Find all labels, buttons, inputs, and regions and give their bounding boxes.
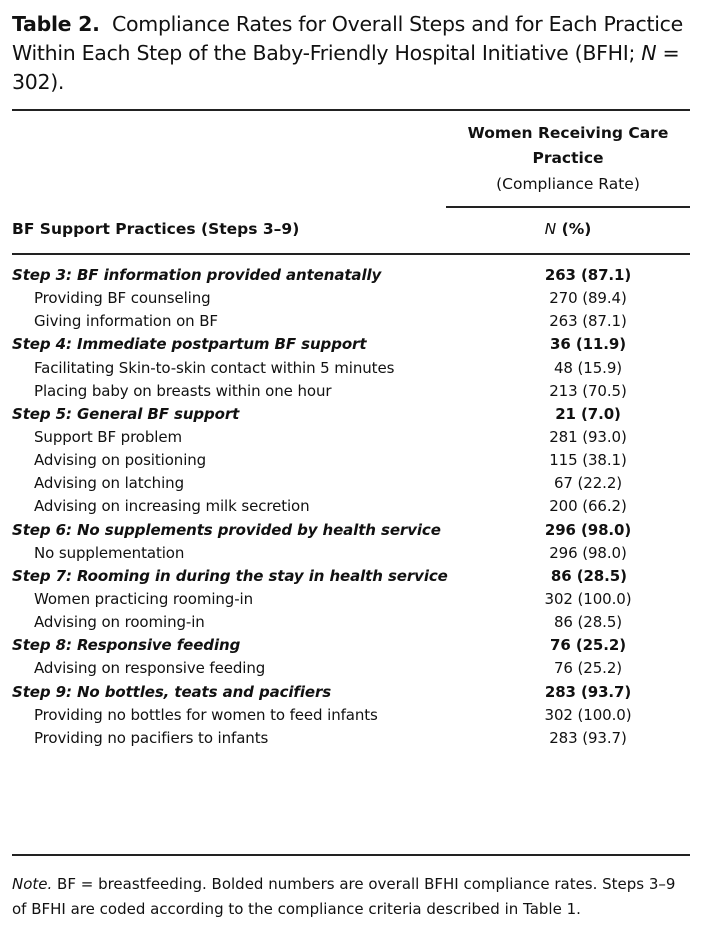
pct-symbol: (%) <box>556 220 592 238</box>
row-value: 283 (93.7) <box>549 728 627 747</box>
title-n: N <box>641 41 657 65</box>
row-value: 36 (11.9) <box>550 335 626 354</box>
row-label: Step 8: Responsive feeding <box>12 636 241 655</box>
practice-row <box>12 542 690 565</box>
row-value: 21 (7.0) <box>555 404 621 423</box>
row-label: Advising on latching <box>34 474 184 493</box>
row-value: 67 (22.2) <box>553 474 623 493</box>
row-label: Advising on positioning <box>34 451 207 470</box>
top-rule <box>12 109 690 111</box>
title-text-end: = 302). <box>12 41 680 94</box>
group-rule <box>446 206 690 208</box>
note-text: BF = breastfeeding. Bolded numbers are overall BFHI compliance rates. Steps 3–9 of BFHI are coded according to the compliance criteria described in Table 1. <box>12 875 676 918</box>
practice-row <box>12 357 690 380</box>
row-label: Step 6: No supplements provided by health service <box>12 520 441 539</box>
row-value: 200 (66.2) <box>549 497 627 516</box>
row-label: Giving information on BF <box>34 312 218 331</box>
row-value: 270 (89.4) <box>549 289 627 308</box>
step-row <box>12 403 690 426</box>
row-value: 283 (93.7) <box>544 682 632 701</box>
table-label: Table 2. <box>12 12 100 36</box>
practice-row <box>12 287 690 310</box>
step-row <box>12 333 690 356</box>
row-value: 76 (25.2) <box>553 659 623 678</box>
practice-row <box>12 727 690 750</box>
row-value: 281 (93.0) <box>549 427 627 446</box>
row-label: Support BF problem <box>34 427 183 446</box>
table-body <box>12 264 690 750</box>
row-label: Facilitating Skin-to-skin contact within 5 minutes <box>34 358 395 377</box>
value-header <box>446 220 690 238</box>
practice-row <box>12 310 690 333</box>
note-label: Note. <box>12 875 53 893</box>
row-label: Advising on rooming-in <box>34 613 205 632</box>
row-value: 302 (100.0) <box>544 705 632 724</box>
row-value: 263 (87.1) <box>544 266 632 284</box>
n-symbol: N <box>544 220 557 238</box>
row-value: 86 (28.5) <box>553 613 623 632</box>
row-label: Providing no bottles for women to feed infants <box>34 705 378 724</box>
title-text: Compliance Rates for Overall Steps and for Each Practice Within Each Step of the Baby-Friendly Hospital Initiative (BFHI; <box>12 12 683 65</box>
row-value: 48 (15.9) <box>553 358 623 377</box>
practice-row <box>12 449 690 472</box>
row-value: 296 (98.0) <box>549 543 627 562</box>
row-label: Step 4: Immediate postpartum BF support <box>12 335 367 354</box>
practice-row <box>12 495 690 518</box>
step-row <box>12 634 690 657</box>
group-header-line3: (Compliance Rate) <box>496 175 640 193</box>
step-row <box>12 565 690 588</box>
row-label-header: BF Support Practices (Steps 3–9) <box>12 220 300 238</box>
practice-row <box>12 704 690 727</box>
row-label: Step 5: General BF support <box>12 404 240 423</box>
step-row <box>12 681 690 704</box>
practice-row <box>12 611 690 634</box>
row-label: Advising on responsive feeding <box>34 659 266 678</box>
practice-row <box>12 380 690 403</box>
row-value: 86 (28.5) <box>550 566 627 585</box>
group-header-line1: Women Receiving Care <box>467 124 669 142</box>
row-label: Step 9: No bottles, teats and pacifiers <box>12 682 332 701</box>
row-value: 76 (25.2) <box>550 636 626 655</box>
bottom-rule <box>12 854 690 856</box>
practice-row <box>12 588 690 611</box>
row-label: Placing baby on breasts within one hour <box>34 381 332 400</box>
row-label: Providing no pacifiers to infants <box>34 728 269 747</box>
row-label: Advising on increasing milk secretion <box>34 497 310 516</box>
row-value: 213 (70.5) <box>549 381 627 400</box>
practice-row <box>12 472 690 495</box>
header-rule <box>12 253 690 255</box>
row-value: 263 (87.1) <box>549 312 627 331</box>
row-value: 296 (98.0) <box>544 520 632 539</box>
practice-row <box>12 426 690 449</box>
row-label: Step 3: BF information provided antenatally <box>12 266 382 284</box>
row-label: No supplementation <box>34 543 185 562</box>
table-note <box>12 872 692 922</box>
row-value: 115 (38.1) <box>549 451 627 470</box>
row-label: Providing BF counseling <box>34 289 211 308</box>
group-header-line2: Practice <box>532 149 604 167</box>
step-row <box>12 519 690 542</box>
row-label: Women practicing rooming-in <box>34 589 254 608</box>
step-row <box>12 264 690 287</box>
practice-row <box>12 657 690 680</box>
row-value: 302 (100.0) <box>544 589 632 608</box>
row-label: Step 7: Rooming in during the stay in health service <box>12 566 448 585</box>
table-title <box>12 10 697 97</box>
